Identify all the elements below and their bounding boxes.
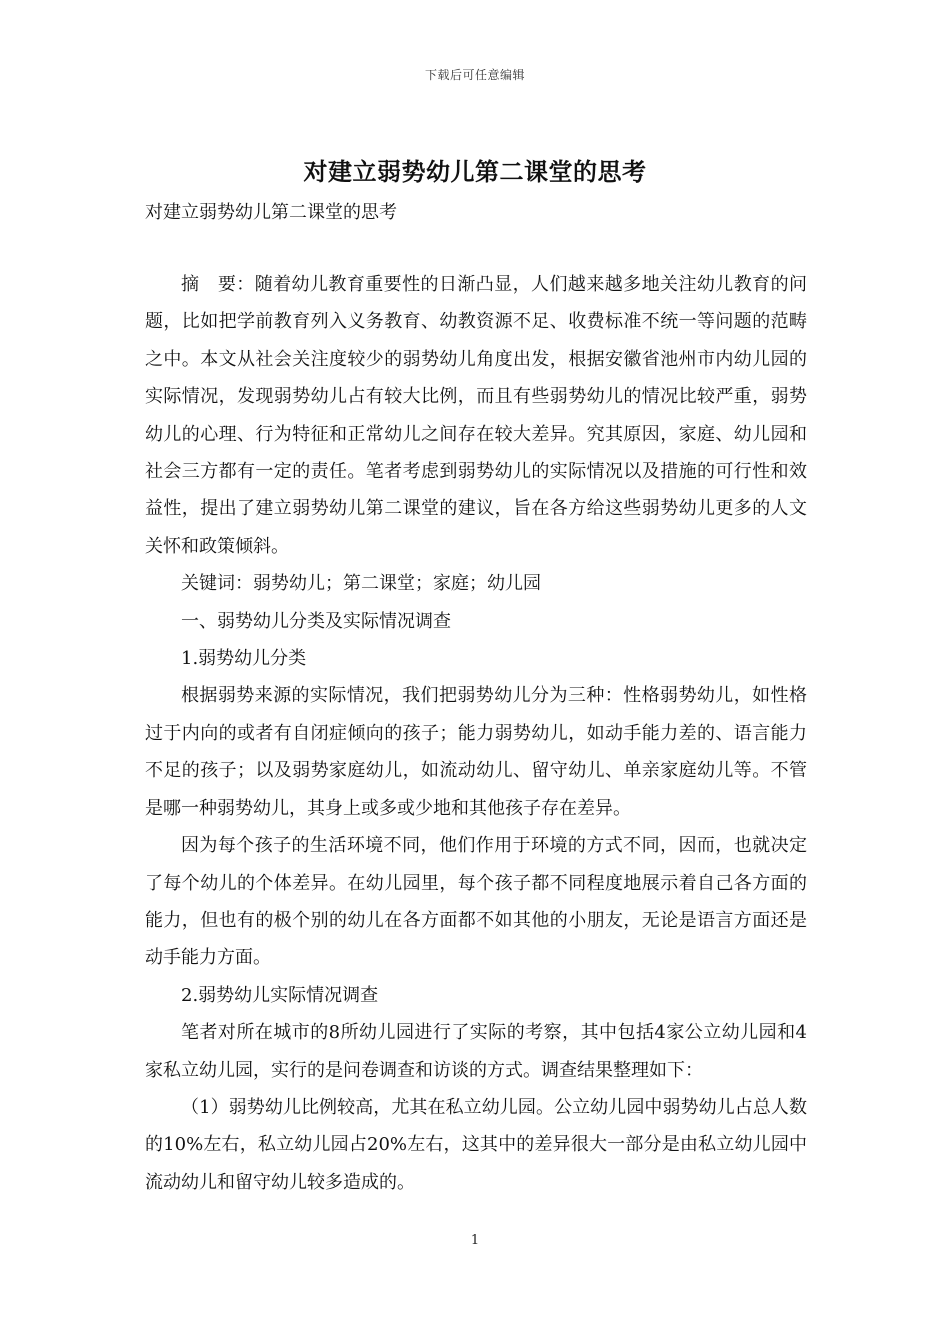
- abstract-paragraph: 摘 要：随着幼儿教育重要性的日渐凸显，人们越来越多地关注幼儿教育的问题，比如把学前教育列入义务教育、幼教资源不足、收费标准不统一等问题的范畴之中。本文从社会关注度较少的弱势幼儿角度出发，根据安徽省池州市内幼儿园的实际情况，发现弱势幼儿占有较大比例，而且有些弱势幼儿的情况比较严重，弱势幼儿的心理、行为特征和正常幼儿之间存在较大差异。究其原因，家庭、幼儿园和社会三方都有一定的责任。笔者考虑到弱势幼儿的实际情况以及措施的可行性和效益性，提出了建立弱势幼儿第二课堂的建议，旨在各方给这些弱势幼儿更多的人文关怀和政策倾斜。: [145, 274, 807, 557]
- body-paragraph: 因为每个孩子的生活环境不同，他们作用于环境的方式不同，因而，也就决定了每个幼儿的个体差异。在幼儿园里，每个孩子都不同程度地展示着自己各方面的能力，但也有的极个别的幼儿在各方面都不如其他的小朋友，无论是语言方面还是动手能力方面。: [145, 835, 807, 969]
- page-header-note: 下载后可任意编辑: [424, 68, 525, 82]
- body-paragraph: 根据弱势来源的实际情况，我们把弱势幼儿分为三种：性格弱势幼儿，如性格过于内向的或者有自闭症倾向的孩子；能力弱势幼儿，如动手能力差的、语言能力不足的孩子；以及弱势家庭幼儿，如流动幼儿、留守幼儿、单亲家庭幼儿等。不管是哪一种弱势幼儿，其身上或多或少地和其他孩子存在差异。: [145, 685, 807, 819]
- document-subtitle: 对建立弱势幼儿第二课堂的思考: [145, 202, 397, 223]
- page-number: 1: [470, 1233, 480, 1248]
- document-body: [145, 266, 807, 1201]
- keywords-line: 关键词：弱势幼儿；第二课堂；家庭；幼儿园: [181, 573, 541, 595]
- body-paragraph: 笔者对所在城市的8所幼儿园进行了实际的考察，其中包括4家公立幼儿园和4家私立幼儿园，实行的是问卷调查和访谈的方式。调查结果整理如下：: [145, 1022, 807, 1081]
- subsection-heading-1: 1.弱势幼儿分类: [181, 648, 307, 670]
- body-paragraph: （1）弱势幼儿比例较高，尤其在私立幼儿园。公立幼儿园中弱势幼儿占总人数的10%左右，私立幼儿园占20%左右，这其中的差异很大一部分是由私立幼儿园中流动幼儿和留守幼儿较多造成的。: [145, 1096, 807, 1193]
- subsection-heading-2: 2.弱势幼儿实际情况调查: [181, 984, 379, 1006]
- document-title: 对建立弱势幼儿第二课堂的思考: [303, 157, 647, 186]
- section-heading-1: 一、弱势幼儿分类及实际情况调查: [181, 610, 451, 632]
